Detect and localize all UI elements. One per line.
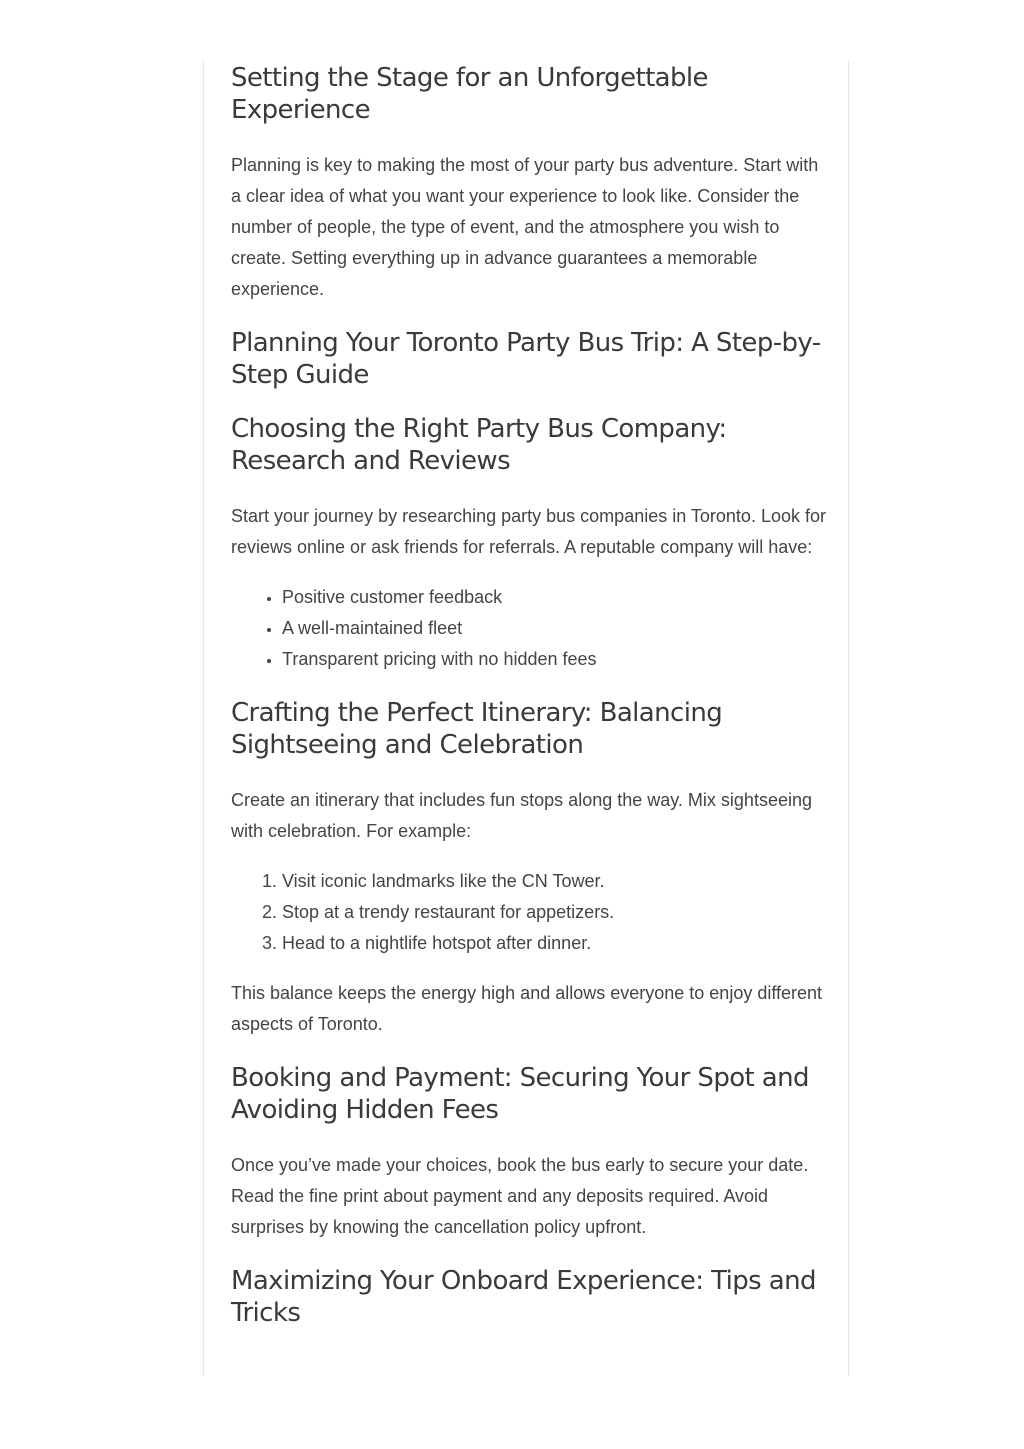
paragraph-booking-payment: Once you’ve made your choices, book the bus early to secure your date. Read the fine print about payment and any deposits required. Avoid surprises by knowing the cancellation policy upfront. <box>231 1155 809 1237</box>
company-criteria-list <box>231 582 831 675</box>
document-page <box>203 60 849 1376</box>
list-item: 1. Visit iconic landmarks like the CN Tower. <box>282 866 831 897</box>
paragraph-setting-the-stage: Planning is key to making the most of your party bus adventure. Start with a clear idea of what you want your experience to look like. Consider the number of people, the type of event, and the atmosphere you wish to create. Setting everything up in advance guarantees a memorable experience. <box>231 155 819 299</box>
list-item: • Positive customer feedback <box>282 582 831 613</box>
list-item: 3. Head to a nightlife hotspot after dinner. <box>282 928 831 959</box>
heading-planning-guide: Planning Your Toronto Party Bus Trip: A Step-by-Step Guide <box>231 328 821 390</box>
list-item: • Transparent pricing with no hidden fees <box>282 644 831 675</box>
list-item: • A well-maintained fleet <box>282 613 831 644</box>
paragraph-choosing-company: Start your journey by researching party bus companies in Toronto. Look for reviews online or ask friends for referrals. A reputable company will have: <box>231 506 826 557</box>
heading-booking-payment: Booking and Payment: Securing Your Spot and Avoiding Hidden Fees <box>231 1063 809 1125</box>
list-item: 2. Stop at a trendy restaurant for appetizers. <box>282 897 831 928</box>
paragraph-balance: This balance keeps the energy high and allows everyone to enjoy different aspects of Toronto. <box>231 983 823 1034</box>
heading-crafting-itinerary: Crafting the Perfect Itinerary: Balancing Sightseeing and Celebration <box>231 698 723 760</box>
heading-onboard-experience: Maximizing Your Onboard Experience: Tips and Tricks <box>231 1266 816 1328</box>
article-content <box>231 60 831 1329</box>
itinerary-steps-list <box>231 866 831 959</box>
heading-setting-the-stage: Setting the Stage for an Unforgettable Experience <box>231 63 708 125</box>
heading-choosing-company: Choosing the Right Party Bus Company: Research and Reviews <box>231 414 727 476</box>
paragraph-crafting-itinerary: Create an itinerary that includes fun stops along the way. Mix sightseeing with celebration. For example: <box>231 790 812 841</box>
